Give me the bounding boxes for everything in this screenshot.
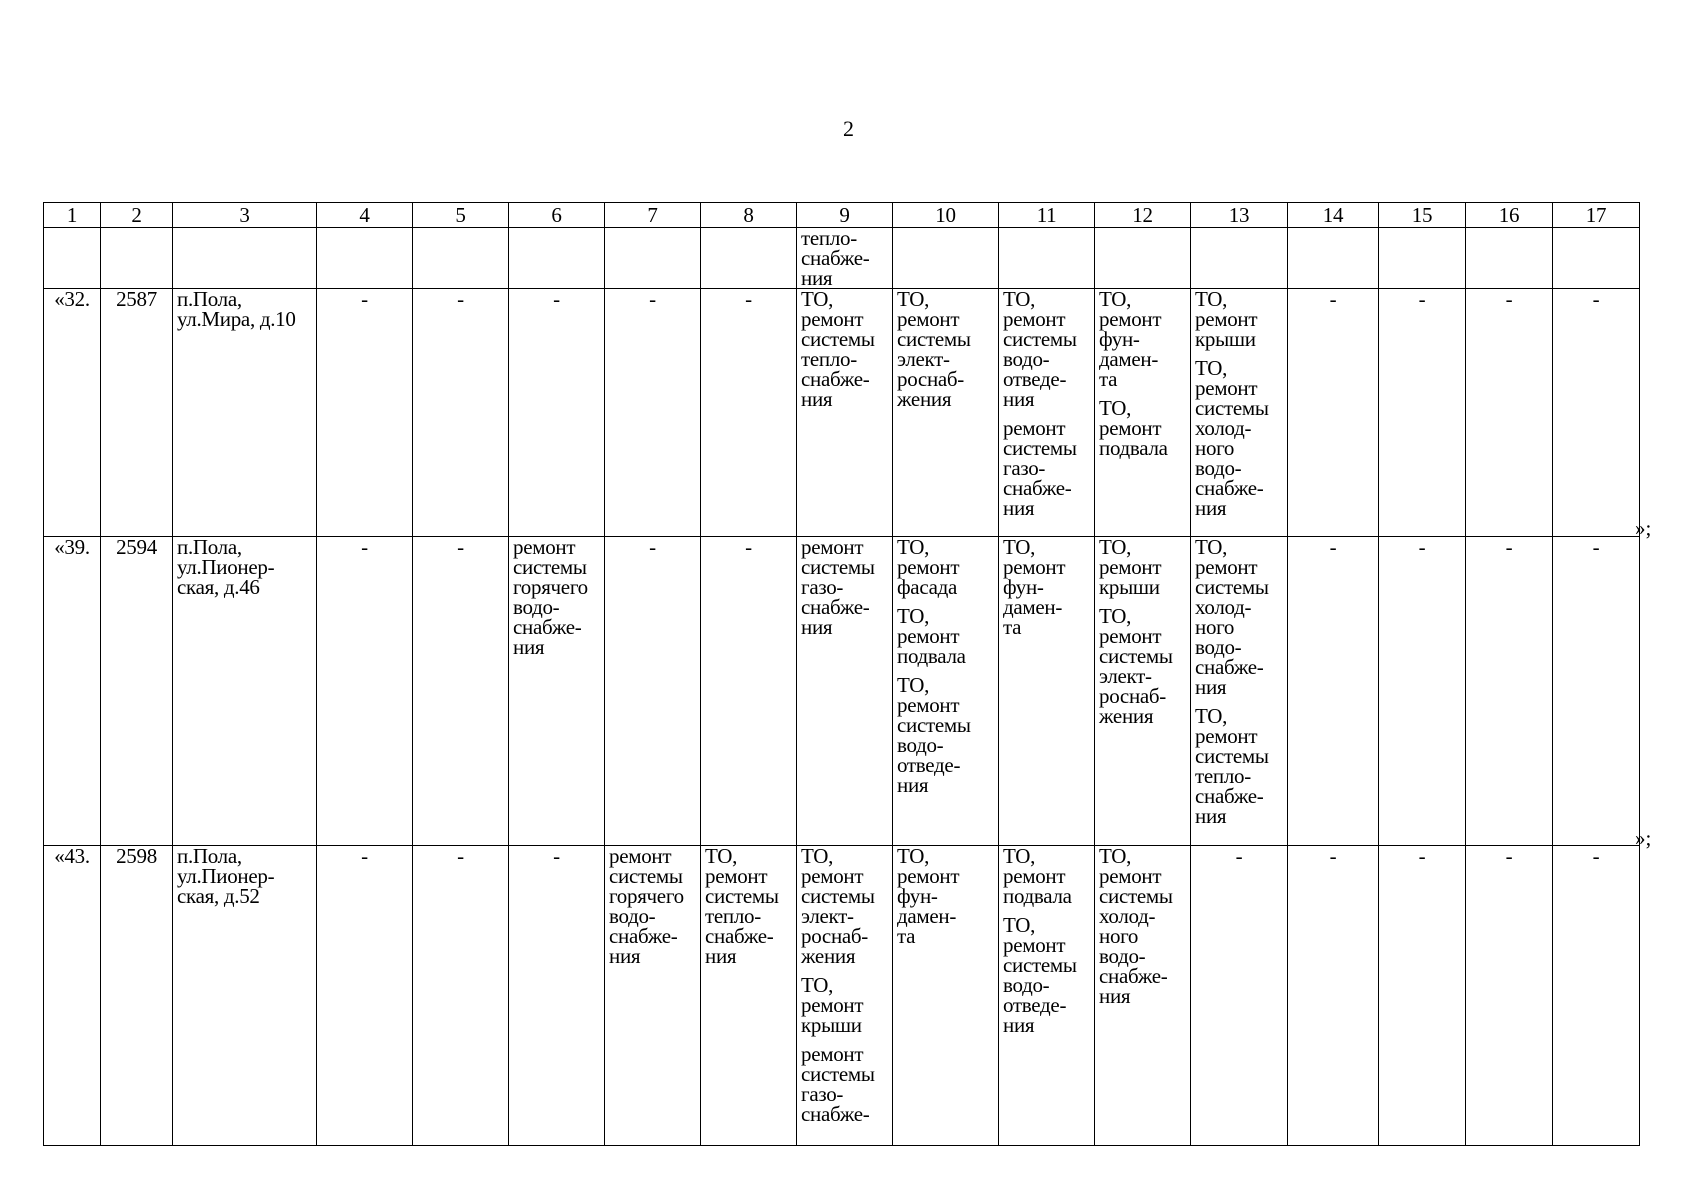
empty-cell — [413, 228, 509, 289]
empty-cell — [509, 228, 605, 289]
column-number-header: 9 — [797, 203, 893, 228]
work-item-text: ТО, ремонт системы элект- роснаб- жения — [801, 845, 875, 968]
empty-dash-cell: - — [413, 846, 509, 1146]
table-row — [44, 289, 1640, 537]
column-number-header: 16 — [1466, 203, 1553, 228]
continuation-row — [44, 228, 1640, 289]
work-type-cell — [1191, 289, 1288, 537]
work-item-text: ТО, ремонт подвала — [1003, 845, 1072, 908]
work-item-text: ТО, ремонт фун- дамен- та — [1099, 288, 1162, 391]
empty-cell — [317, 228, 413, 289]
empty-dash-cell: - — [1466, 537, 1553, 846]
empty-dash-cell: - — [1553, 289, 1640, 537]
work-type-cell — [797, 289, 893, 537]
work-type-cell — [797, 537, 893, 846]
work-type-cell — [605, 846, 701, 1146]
column-number-header: 12 — [1095, 203, 1191, 228]
column-number-header: 14 — [1288, 203, 1379, 228]
column-number-header: 3 — [173, 203, 317, 228]
work-type-cell — [893, 289, 999, 537]
work-type-cell — [893, 537, 999, 846]
empty-dash-cell: - — [605, 537, 701, 846]
column-number-header: 5 — [413, 203, 509, 228]
work-item-text: ТО, ремонт системы холод- ного водо- снабже- ния — [1099, 845, 1173, 1008]
row-number: «32. — [44, 289, 101, 537]
column-number-header: 15 — [1379, 203, 1466, 228]
work-item-text: ТО, ремонт фун- дамен- та — [897, 845, 960, 948]
column-number-header: 2 — [101, 203, 173, 228]
continued-cell-text: тепло- снабже- ния — [797, 228, 893, 289]
column-number-header: 10 — [893, 203, 999, 228]
work-item-text: ТО, ремонт подвала — [897, 604, 966, 668]
empty-dash-cell: - — [1191, 846, 1288, 1146]
column-number-header: 13 — [1191, 203, 1288, 228]
building-address: п.Пола, ул.Пионер- ская, д.52 — [173, 846, 317, 1146]
empty-dash-cell: - — [1553, 846, 1640, 1146]
empty-dash-cell: - — [317, 289, 413, 537]
empty-cell — [1288, 228, 1379, 289]
work-type-cell — [999, 289, 1095, 537]
work-item-text: ТО, ремонт системы элект- роснаб- жения — [1099, 604, 1173, 728]
building-code: 2598 — [101, 846, 173, 1146]
table-row — [44, 537, 1640, 846]
work-item-text: ТО, ремонт системы тепло- снабже- ния — [1195, 704, 1269, 828]
column-number-header: 4 — [317, 203, 413, 228]
empty-dash-cell: - — [605, 289, 701, 537]
work-item-text: ТО, ремонт системы холод- ного водо- снабже- ния — [1195, 536, 1269, 699]
work-item-text: ремонт системы газо- снабже- — [801, 1042, 875, 1126]
empty-cell — [999, 228, 1095, 289]
work-type-cell — [1095, 846, 1191, 1146]
column-number-header: 17 — [1553, 203, 1640, 228]
work-item-text: ТО, ремонт системы элект- роснаб- жения — [897, 288, 971, 411]
empty-cell — [173, 228, 317, 289]
header-row — [44, 203, 1640, 228]
column-number-header: 7 — [605, 203, 701, 228]
work-item-text: ТО, ремонт системы тепло- снабже- ния — [801, 288, 875, 411]
repair-schedule-table — [43, 202, 1640, 1146]
work-item-text: ТО, ремонт системы водо- отведе- ния — [1003, 288, 1077, 411]
work-type-cell — [1191, 537, 1288, 846]
empty-dash-cell: - — [509, 846, 605, 1146]
work-item-text: ТО, ремонт системы водо- отведе- ния — [897, 673, 971, 797]
row-closing-quote: »; — [1635, 516, 1652, 540]
empty-dash-cell: - — [1288, 846, 1379, 1146]
work-item-text: ТО, ремонт фун- дамен- та — [1003, 536, 1066, 639]
row-number: «43. — [44, 846, 101, 1146]
empty-cell — [893, 228, 999, 289]
empty-dash-cell: - — [1553, 537, 1640, 846]
work-item-text: ремонт системы газо- снабже- ния — [801, 536, 875, 639]
empty-dash-cell: - — [317, 846, 413, 1146]
work-type-cell — [1095, 537, 1191, 846]
empty-dash-cell: - — [1288, 289, 1379, 537]
empty-dash-cell: - — [1466, 289, 1553, 537]
work-type-cell — [893, 846, 999, 1146]
page-number: 2 — [843, 116, 854, 141]
empty-dash-cell: - — [1379, 289, 1466, 537]
empty-dash-cell: - — [1288, 537, 1379, 846]
empty-dash-cell: - — [701, 537, 797, 846]
work-item-text: ТО, ремонт подвала — [1099, 396, 1168, 460]
work-type-cell — [701, 846, 797, 1146]
building-code: 2587 — [101, 289, 173, 537]
empty-cell — [1095, 228, 1191, 289]
work-type-cell — [999, 537, 1095, 846]
empty-dash-cell: - — [509, 289, 605, 537]
work-item-text: ТО, ремонт системы холод- ного водо- снабже- ния — [1195, 356, 1269, 520]
column-number-header: 6 — [509, 203, 605, 228]
empty-dash-cell: - — [701, 289, 797, 537]
table-row — [44, 846, 1640, 1146]
work-item-text: ТО, ремонт системы тепло- снабже- ния — [705, 845, 779, 968]
work-item-text: ремонт системы горячего водо- снабже- ния — [513, 536, 588, 659]
work-item-text: ТО, ремонт крыши — [1195, 288, 1258, 351]
table-body — [44, 203, 1640, 1146]
work-type-cell — [509, 537, 605, 846]
work-type-cell — [999, 846, 1095, 1146]
empty-dash-cell: - — [413, 289, 509, 537]
empty-dash-cell: - — [1379, 846, 1466, 1146]
work-item-text: ТО, ремонт фасада — [897, 536, 960, 599]
empty-cell — [1191, 228, 1288, 289]
work-item-text: ремонт системы газо- снабже- ния — [1003, 416, 1077, 520]
empty-dash-cell: - — [317, 537, 413, 846]
empty-dash-cell: - — [413, 537, 509, 846]
column-number-header: 8 — [701, 203, 797, 228]
column-number-header: 1 — [44, 203, 101, 228]
empty-cell — [1553, 228, 1640, 289]
empty-dash-cell: - — [1379, 537, 1466, 846]
empty-cell — [701, 228, 797, 289]
column-number-header: 11 — [999, 203, 1095, 228]
work-type-cell — [797, 846, 893, 1146]
work-item-text: ТО, ремонт крыши — [801, 973, 864, 1037]
row-closing-quote: »; — [1635, 826, 1652, 850]
row-number: «39. — [44, 537, 101, 846]
building-address: п.Пола, ул.Мира, д.10 — [173, 289, 317, 537]
empty-cell — [1379, 228, 1466, 289]
empty-cell — [44, 228, 101, 289]
empty-cell — [1466, 228, 1553, 289]
work-item-text: ремонт системы горячего водо- снабже- ния — [609, 845, 684, 968]
building-code: 2594 — [101, 537, 173, 846]
empty-dash-cell: - — [1466, 846, 1553, 1146]
work-item-text: ТО, ремонт крыши — [1099, 536, 1162, 599]
building-address: п.Пола, ул.Пионер- ская, д.46 — [173, 537, 317, 846]
empty-cell — [605, 228, 701, 289]
work-item-text: ТО, ремонт системы водо- отведе- ния — [1003, 913, 1077, 1037]
work-type-cell — [1095, 289, 1191, 537]
empty-cell — [101, 228, 173, 289]
